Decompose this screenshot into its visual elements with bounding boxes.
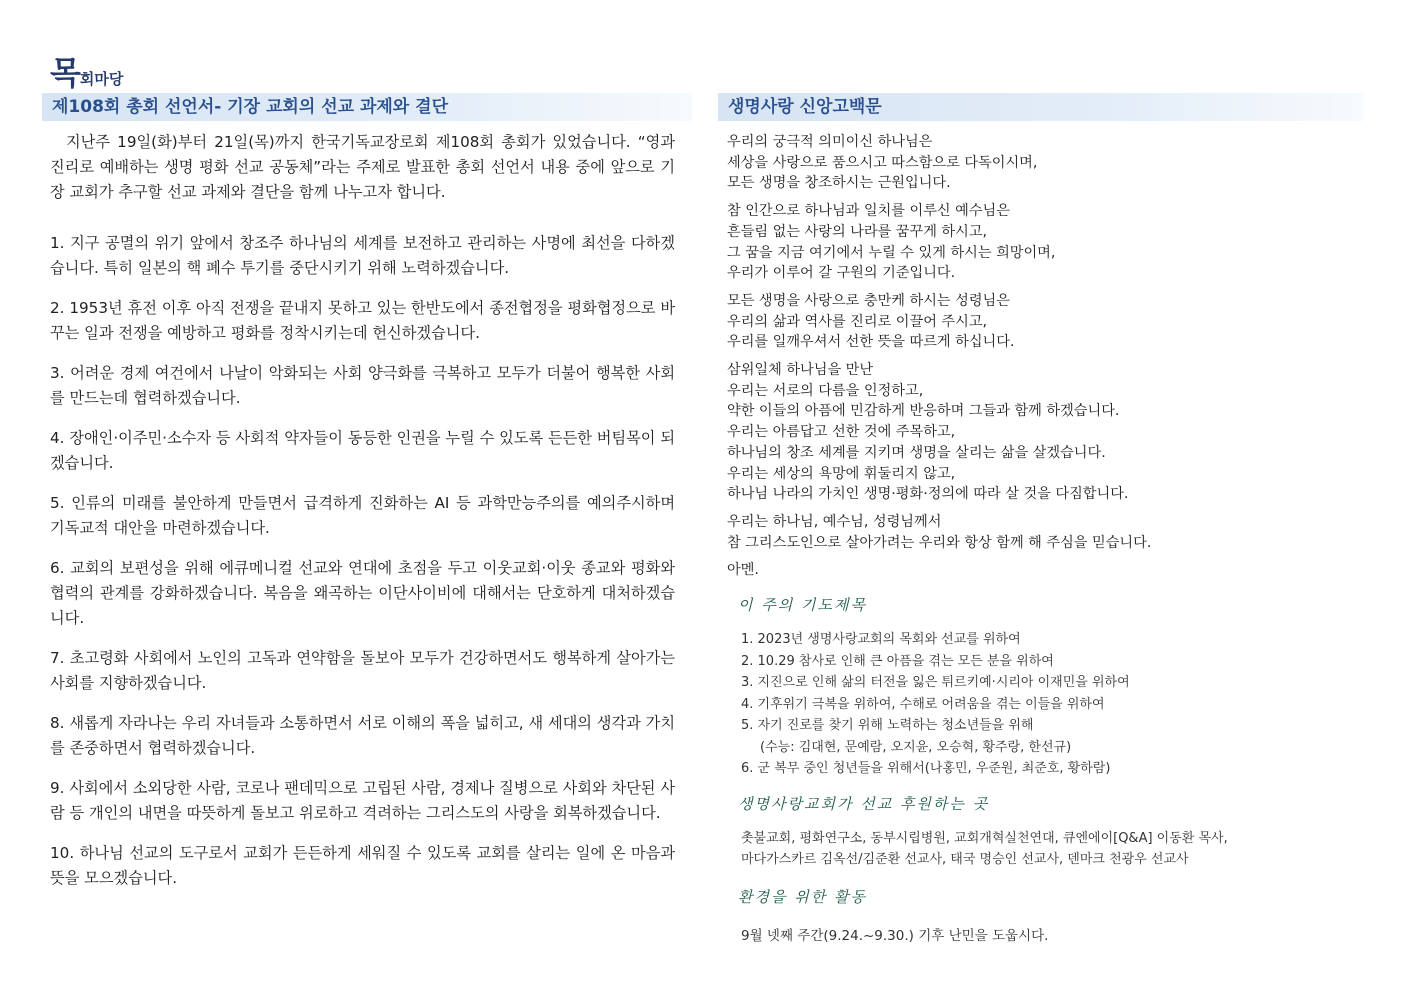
confession-body bbox=[727, 132, 1367, 588]
declaration-heading: 제108회 총회 선언서- 기장 교회의 선교 과제와 결단 bbox=[42, 93, 692, 121]
prayer-item: 6. 군 복무 중인 청년들을 위해서(나홍민, 우준원, 최준호, 황하람) bbox=[741, 761, 1111, 776]
declaration-intro: 지난주 19일(화)부터 21일(목)까지 한국기독교장로회 제108회 총회가 있었습니다. “영과 진리로 예배하는 생명 평화 선교 공동체”라는 주제로 발표한 총회 선언서 내용 중에 앞으로 기장 교회가 추구할 선교 과제와 결단을 함께 나누고자 합니다. bbox=[50, 133, 675, 201]
confession-line: 세상을 사랑으로 품으시고 따스함으로 다독이시며, bbox=[727, 154, 1038, 171]
prayer-item: 2. 10.29 참사로 인해 큰 아픔을 겪는 모든 분을 위하여 bbox=[741, 653, 1054, 669]
declaration-item: 6. 교회의 보편성을 위해 에큐메니컬 선교와 연대에 초점을 두고 이웃교회·이웃 종교와 평화와 협력의 관계를 강화하겠습니다. 복음을 왜곡하는 이단사이비에 대해서는 단호하게 대처하겠습니다. bbox=[50, 559, 675, 627]
declaration-item: 8. 새롭게 자라나는 우리 자녀들과 소통하면서 서로 이해의 폭을 넓히고, 새 세대의 생각과 가치를 존중하면서 협력하겠습니다. bbox=[50, 714, 675, 757]
confession-line: 약한 이들의 아픔에 민감하게 반응하며 그들과 함께 하겠습니다. bbox=[727, 403, 1120, 420]
logo-small-text: 회마당 bbox=[79, 70, 124, 88]
declaration-item: 1. 지구 공멸의 위기 앞에서 창조주 하나님의 세계를 보전하고 관리하는 사명에 최선을 다하겠습니다. 특히 일본의 핵 폐수 투기를 중단시키기 위해 노력하겠습니다. bbox=[50, 234, 675, 277]
confession-line: 우리는 서로의 다름을 인정하고, bbox=[727, 382, 924, 399]
confession-stanza bbox=[727, 512, 1367, 553]
confession-line: 우리는 하나님, 예수님, 성령님께서 bbox=[727, 513, 942, 530]
declaration-item: 2. 1953년 휴전 이후 아직 전쟁을 끝내지 못하고 있는 한반도에서 종전협정을 평화협정으로 바꾸는 일과 전쟁을 예방하고 평화를 정착시키는데 헌신하겠습니다. bbox=[50, 299, 675, 342]
declaration-item: 3. 어려운 경제 여건에서 나날이 악화되는 사회 양극화를 극복하고 모두가 더불어 행복한 사회를 만드는데 협력하겠습니다. bbox=[50, 364, 675, 407]
confession-line: 모든 생명을 창조하시는 근원입니다. bbox=[727, 175, 951, 192]
prayer-item: 1. 2023년 생명사랑교회의 목회와 선교를 위하여 bbox=[741, 632, 1021, 647]
environment-title: 환경을 위한 활동 bbox=[738, 888, 867, 906]
confession-line: 참 인간으로 하나님과 일치를 이루신 예수님은 bbox=[727, 203, 1010, 220]
support-line: 마다가스카르 김옥선/김준환 선교사, 태국 명승인 선교사, 덴마크 천광우 선교사 bbox=[741, 852, 1189, 867]
prayer-title: 이 주의 기도제목 bbox=[738, 596, 867, 614]
confession-line: 하나님 나라의 가치인 생명·평화·정의에 따라 살 것을 다짐합니다. bbox=[727, 486, 1129, 503]
confession-line: 하나님의 창조 세계를 지키며 생명을 살리는 삶을 살겠습니다. bbox=[727, 444, 1106, 461]
prayer-item: 4. 기후위기 극복을 위하여, 수해로 어려움을 겪는 이들을 위하여 bbox=[741, 696, 1105, 712]
confession-line: 참 그리스도인으로 살아가려는 우리와 항상 함께 해 주심을 믿습니다. bbox=[727, 534, 1152, 551]
confession-line: 삼위일체 하나님을 만난 bbox=[727, 362, 874, 379]
confession-line: 우리를 일깨우셔서 선한 뜻을 따르게 하십니다. bbox=[727, 334, 1015, 351]
confession-line: 우리가 이루어 갈 구원의 기준입니다. bbox=[727, 265, 956, 282]
prayer-list bbox=[741, 629, 1130, 780]
masthead-logo bbox=[50, 48, 123, 90]
declaration-body bbox=[50, 130, 675, 906]
environment-text: 9월 넷째 주간(9.24.~9.30.) 기후 난민을 도웁시다. bbox=[741, 928, 1049, 944]
confession-stanza bbox=[727, 360, 1367, 505]
confession-line: 모든 생명을 사랑으로 충만케 하시는 성령님은 bbox=[727, 292, 1010, 309]
confession-stanza bbox=[727, 291, 1367, 353]
confession-line: 우리의 궁극적 의미이신 하나님은 bbox=[727, 134, 933, 150]
support-text bbox=[741, 828, 1228, 870]
support-line: 촛불교회, 평화연구소, 동부시립병원, 교회개혁실천연대, 큐엔에이[Q&A] 이동환 목사, bbox=[741, 831, 1228, 846]
confession-amen: 아멘. bbox=[727, 562, 759, 579]
declaration-item: 9. 사회에서 소외당한 사람, 코로나 팬데믹으로 고립된 사람, 경제나 질병으로 사회와 차단된 사람 등 개인의 내면을 따뜻하게 돌보고 위로하고 격려하는 그리스도의 사랑을 회복하겠습니다. bbox=[50, 779, 675, 822]
confession-line: 우리의 삶과 역사를 진리로 이끌어 주시고, bbox=[727, 313, 988, 330]
confession-stanza bbox=[727, 560, 1367, 581]
logo-big-char: 목 bbox=[50, 54, 80, 92]
confession-heading: 생명사랑 신앙고백문 bbox=[718, 93, 1363, 121]
declaration-item: 10. 하나님 선교의 도구로서 교회가 든든하게 세워질 수 있도록 교회를 살리는 일에 온 마음과 뜻을 모으겠습니다. bbox=[50, 844, 675, 887]
prayer-item: 5. 자기 진로를 찾기 위해 노력하는 청소년들을 위해 bbox=[741, 718, 1034, 733]
declaration-item: 4. 장애인·이주민·소수자 등 사회적 약자들이 동등한 인권을 누릴 수 있도록 든든한 버팀목이 되겠습니다. bbox=[50, 429, 675, 472]
confession-line: 흔들림 없는 사랑의 나라를 꿈꾸게 하시고, bbox=[727, 223, 988, 240]
confession-line: 그 꿈을 지금 여기에서 누릴 수 있게 하시는 희망이며, bbox=[727, 244, 1056, 261]
support-title: 생명사랑교회가 선교 후원하는 곳 bbox=[738, 795, 990, 813]
declaration-item: 5. 인류의 미래를 불안하게 만들면서 급격하게 진화하는 AI 등 과학만능주의를 예의주시하며 기독교적 대안을 마련하겠습니다. bbox=[50, 494, 675, 537]
prayer-item-sub: (수능: 김대현, 문예람, 오지윤, 오승혁, 황주랑, 한선규) bbox=[760, 739, 1072, 755]
confession-stanza bbox=[727, 201, 1367, 284]
declaration-item: 7. 초고령화 사회에서 노인의 고독과 연약함을 돌보아 모두가 건강하면서도 행복하게 살아가는 사회를 지향하겠습니다. bbox=[50, 649, 675, 692]
confession-line: 우리는 아름답고 선한 것에 주목하고, bbox=[727, 424, 956, 441]
prayer-item: 3. 지진으로 인해 삶의 터전을 잃은 튀르키예·시리아 이재민을 위하여 bbox=[741, 675, 1130, 690]
confession-stanza bbox=[727, 132, 1367, 194]
confession-line: 우리는 세상의 욕망에 휘둘리지 않고, bbox=[727, 465, 956, 482]
